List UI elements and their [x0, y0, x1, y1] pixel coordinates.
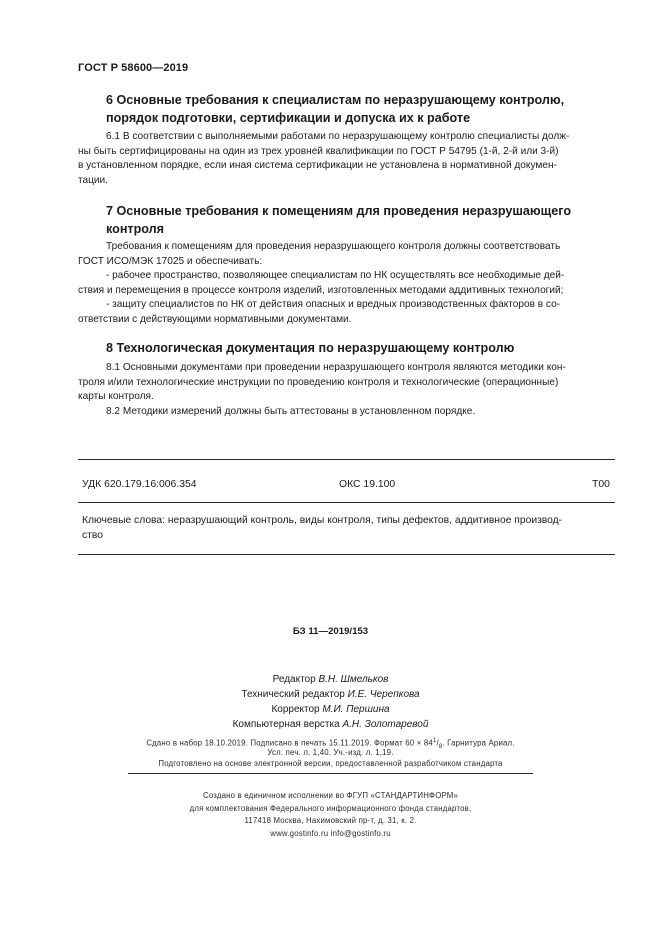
- paragraph-8: [78, 361, 615, 419]
- section-7-heading: [106, 202, 616, 238]
- print-details-text: Сдано в набор 18.10.2019. Подписано в печать 15.11.2019. Формат 60 × 84: [146, 738, 433, 748]
- section-6-heading-line2: порядок подготовки, сертификации и допуска их к работе: [106, 111, 471, 125]
- keywords-line: ство: [82, 530, 103, 541]
- credits: [0, 672, 661, 732]
- credit-layout: [0, 717, 661, 732]
- udk-code: УДК 620.179.16:006.354: [82, 479, 197, 490]
- paragraph-line: ГОСТ ИСО/МЭК 17025 и обеспечивать:: [78, 255, 263, 267]
- credit-label: Редактор: [272, 674, 316, 685]
- paragraph-line: троля и/или технологические инструкции по проведению контроля и технологические (операционные): [78, 376, 559, 388]
- print-details: Сдано в набор 18.10.2019. Подписано в печать 15.11.2019. Формат $60 \times 84^1/_8$. Гарнитура Ариал.: [146, 738, 515, 751]
- publisher-links: www.gostinfo.ru info@gostinfo.ru: [270, 828, 391, 838]
- divider: [78, 502, 615, 503]
- paragraph-line: ответствии с действующими нормативными документами.: [78, 313, 352, 325]
- section-6-heading-line1: 6 Основные требования к специалистам по неразрушающему контролю,: [106, 93, 565, 107]
- keywords: [82, 513, 615, 543]
- credit-label: Корректор: [271, 704, 320, 715]
- paragraph-line: в установленном порядке, если иная система сертификации не установлена в нормативной докумен-: [78, 160, 557, 172]
- oks-code: ОКС 19.100: [339, 479, 396, 490]
- paragraph-line: Требования к помещениям для проведения неразрушающего контроля должны соответствовать: [106, 241, 561, 252]
- format-numerator: 1: [432, 738, 437, 744]
- paragraph-6-1: [78, 130, 615, 188]
- credit-editor: [0, 672, 661, 687]
- paragraph-line: ствия и перемещения в процессе контроля изделий, изготовленных методами аддитивных технологий;: [78, 284, 564, 296]
- publisher-info: [0, 790, 661, 840]
- standard-number: ГОСТ Р 58600—2019: [78, 62, 189, 74]
- credit-person: А.Н. Золотаревой: [342, 719, 429, 730]
- paragraph-line: 6.1 В соответствии с выполняемыми работами по неразрушающему контролю специалисты долж-: [106, 131, 570, 142]
- paragraph-line: тации.: [78, 174, 108, 186]
- divider: [128, 773, 533, 774]
- section-7-heading-line2: контроля: [106, 222, 165, 236]
- section-8-heading: 8 Технологическая документация по неразрушающему контролю: [106, 341, 515, 355]
- keywords-line: Ключевые слова: неразрушающий контроль, виды контроля, типы дефектов, аддитивное производ-: [82, 515, 563, 526]
- list-item-workspace: - рабочее пространство, позволяющее специалистам по НК осуществлять все необходимые дей-: [106, 270, 565, 282]
- divider: [78, 554, 615, 555]
- credit-person: И.Е. Черепкова: [347, 689, 420, 700]
- publisher-line: Создано в единичном исполнении во ФГУП «СТАНДАРТИНФОРМ»: [203, 791, 458, 800]
- list-item-protection: - защиту специалистов по НК от действия опасных и вредных производственных факторов в со-: [106, 299, 561, 311]
- classifier-code: Т00: [592, 479, 610, 490]
- credit-person: М.И. Першина: [322, 704, 390, 715]
- publisher-address: 117418 Москва, Нахимовский пр-т, д. 31, к. 2.: [244, 816, 417, 825]
- paragraph-line: ны быть сертифицированы на один из трех уровней квалификации по ГОСТ Р 54795 (1-й, 2-й или 3-й): [78, 145, 559, 157]
- paragraph-8-2: 8.2 Методики измерений должны быть аттестованы в установленном порядке.: [106, 405, 476, 417]
- format-denominator: 8: [438, 744, 443, 751]
- paragraph-line: карты контроля.: [78, 391, 154, 403]
- credit-corrector: [0, 702, 661, 717]
- credit-tech-editor: [0, 687, 661, 702]
- divider: [78, 459, 615, 460]
- print-sheets: Усл. печ. л. 1,40. Уч.-изд. л. 1,19.: [267, 748, 394, 757]
- print-details-text: . Гарнитура Ариал.: [442, 738, 515, 748]
- publisher-line: для комплектования Федерального информационного фонда стандартов,: [189, 803, 472, 813]
- section-7-heading-line1: 7 Основные требования к помещениям для проведения неразрушающего: [106, 204, 572, 218]
- credit-label: Компьютерная верстка: [232, 719, 340, 730]
- paragraph-7-requirements: [78, 240, 615, 328]
- credit-person: В.Н. Шмельков: [318, 674, 389, 685]
- paragraph-line: 8.1 Основными документами при проведении неразрушающего контроля являются методики кон-: [106, 362, 566, 373]
- print-source: Подготовлено на основе электронной версии, предоставленной разработчиком стандарта: [158, 759, 503, 768]
- credit-label: Технический редактор: [241, 689, 345, 700]
- bz-number: БЗ 11—2019/153: [292, 626, 369, 637]
- section-6-heading: [106, 91, 616, 127]
